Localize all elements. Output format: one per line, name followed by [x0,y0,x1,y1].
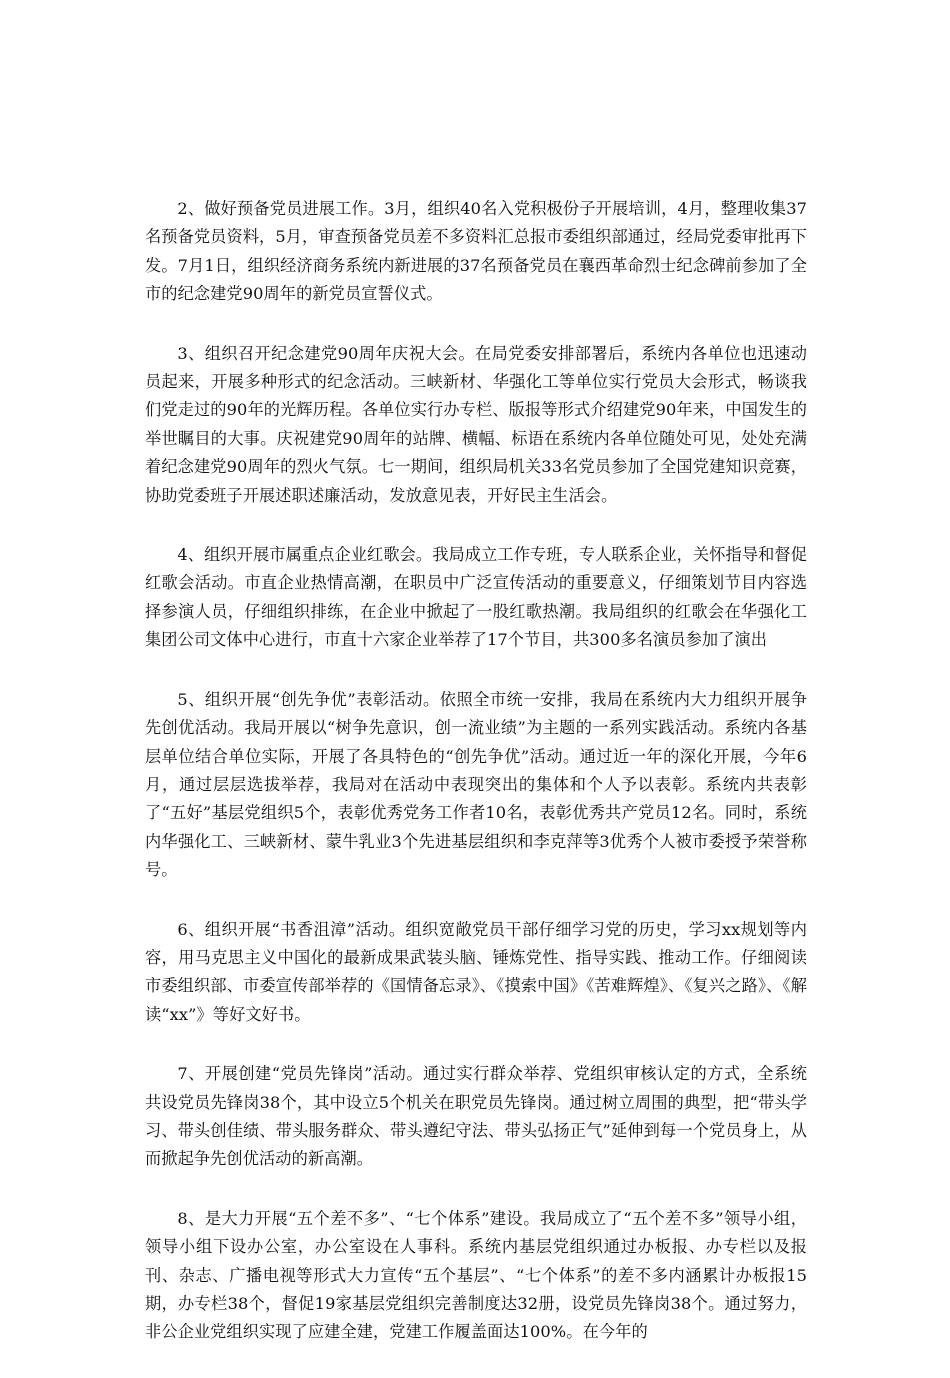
paragraph-item-2: 2、做好预备党员进展工作。3月，组织40名入党积极份子开展培训，4月，整理收集37名预备党员资料，5月，审查预备党员差不多资料汇总报市委组织部通过，经局党委审批再下发。7月1日，组织经济商务系统内新进展的37名预备党员在襄西革命烈士纪念碑前参加了全市的纪念建党90周年的新党员宣誓仪式。 [145,199,807,304]
paragraph-item-8: 8、是大力开展“五个差不多”、“七个体系”建设。我局成立了“五个差不多”领导小组，领导小组下设办公室，办公室设在人事科。系统内基层党组织通过办板报、办专栏以及报刊、杂志、广播电视等形式大力宣传“五个基层”、“七个体系”的差不多内涵累计办板报15期，办专栏38个，督促19家基层党组织完善制度达32册，设党员先锋岗38个。通过努力，非公企业党组织实现了应建全建，党建工作履盖面达100%。在今年的 [145,1208,807,1342]
paragraph-item-5: 5、组织开展“创先争优”表彰活动。依照全市统一安排，我局在系统内大力组织开展争先创优活动。我局开展以“树争先意识，创一流业绩”为主题的一系列实践活动。系统内各基层单位结合单位实际，开展了各具特色的“创先争优”活动。通过近一年的深化开展，今年6月，通过层层选拔举荐，我局对在活动中表现突出的集体和个人予以表彰。系统内共表彰了“五好”基层党组织5个，表彰优秀党务工作者10名，表彰优秀共产党员12名。同时，系统内华强化工、三峡新材、蒙牛乳业3个先进基层组织和李克萍等3优秀个人被市委授予荣誉称号。 [145,689,807,880]
paragraph-item-7: 7、开展创建“党员先锋岗”活动。通过实行群众举荐、党组织审核认定的方式，全系统共设党员先锋岗38个，其中设立5个机关在职党员先锋岗。通过树立周围的典型，把“带头学习、带头创佳绩、带头服务群众、带头遵纪守法、带头弘扬正气”延伸到每一个党员身上，从而掀起争先创优活动的新高潮。 [145,1064,807,1169]
paragraph-item-4: 4、组织开展市属重点企业红歌会。我局成立工作专班，专人联系企业，关怀指导和督促红歌会活动。市直企业热情高潮，在职员中广泛宣传活动的重要意义，仔细策划节目内容选择参演人员，仔细组织排练，在企业中掀起了一股红歌热潮。我局组织的红歌会在华强化工集团公司文体中心进行，市直十六家企业举荐了17个节目，共300多名演员参加了演出 [145,545,807,650]
paragraph-item-3: 3、组织召开纪念建党90周年庆祝大会。在局党委安排部署后，系统内各单位也迅速动员起来，开展多种形式的纪念活动。三峡新材、华强化工等单位实行党员大会形式，畅谈我们党走过的90年的光辉历程。各单位实行办专栏、版报等形式介绍建党90年来，中国发生的举世瞩目的大事。庆祝建党90周年的站牌、横幅、标语在系统内各单位随处可见，处处充满着纪念建党90周年的烈火气氛。七一期间，组织局机关33名党员参加了全国党建知识竞赛，协助党委班子开展述职述廉活动，发放意见表，开好民主生活会。 [145,343,807,505]
paragraph-item-6: 6、组织开展“书香沮漳”活动。组织宽敞党员干部仔细学习党的历史，学习xx规划等内容，用马克思主义中国化的最新成果武装头脑、锤炼党性、指导实践、推动工作。仔细阅读市委组织部、市委宣传部举荐的《国情备忘录》、《摸索中国》《苦难辉煌》、《复兴之路》、《解读“xx”》等好文好书。 [145,919,807,1024]
document-body [145,195,807,1378]
